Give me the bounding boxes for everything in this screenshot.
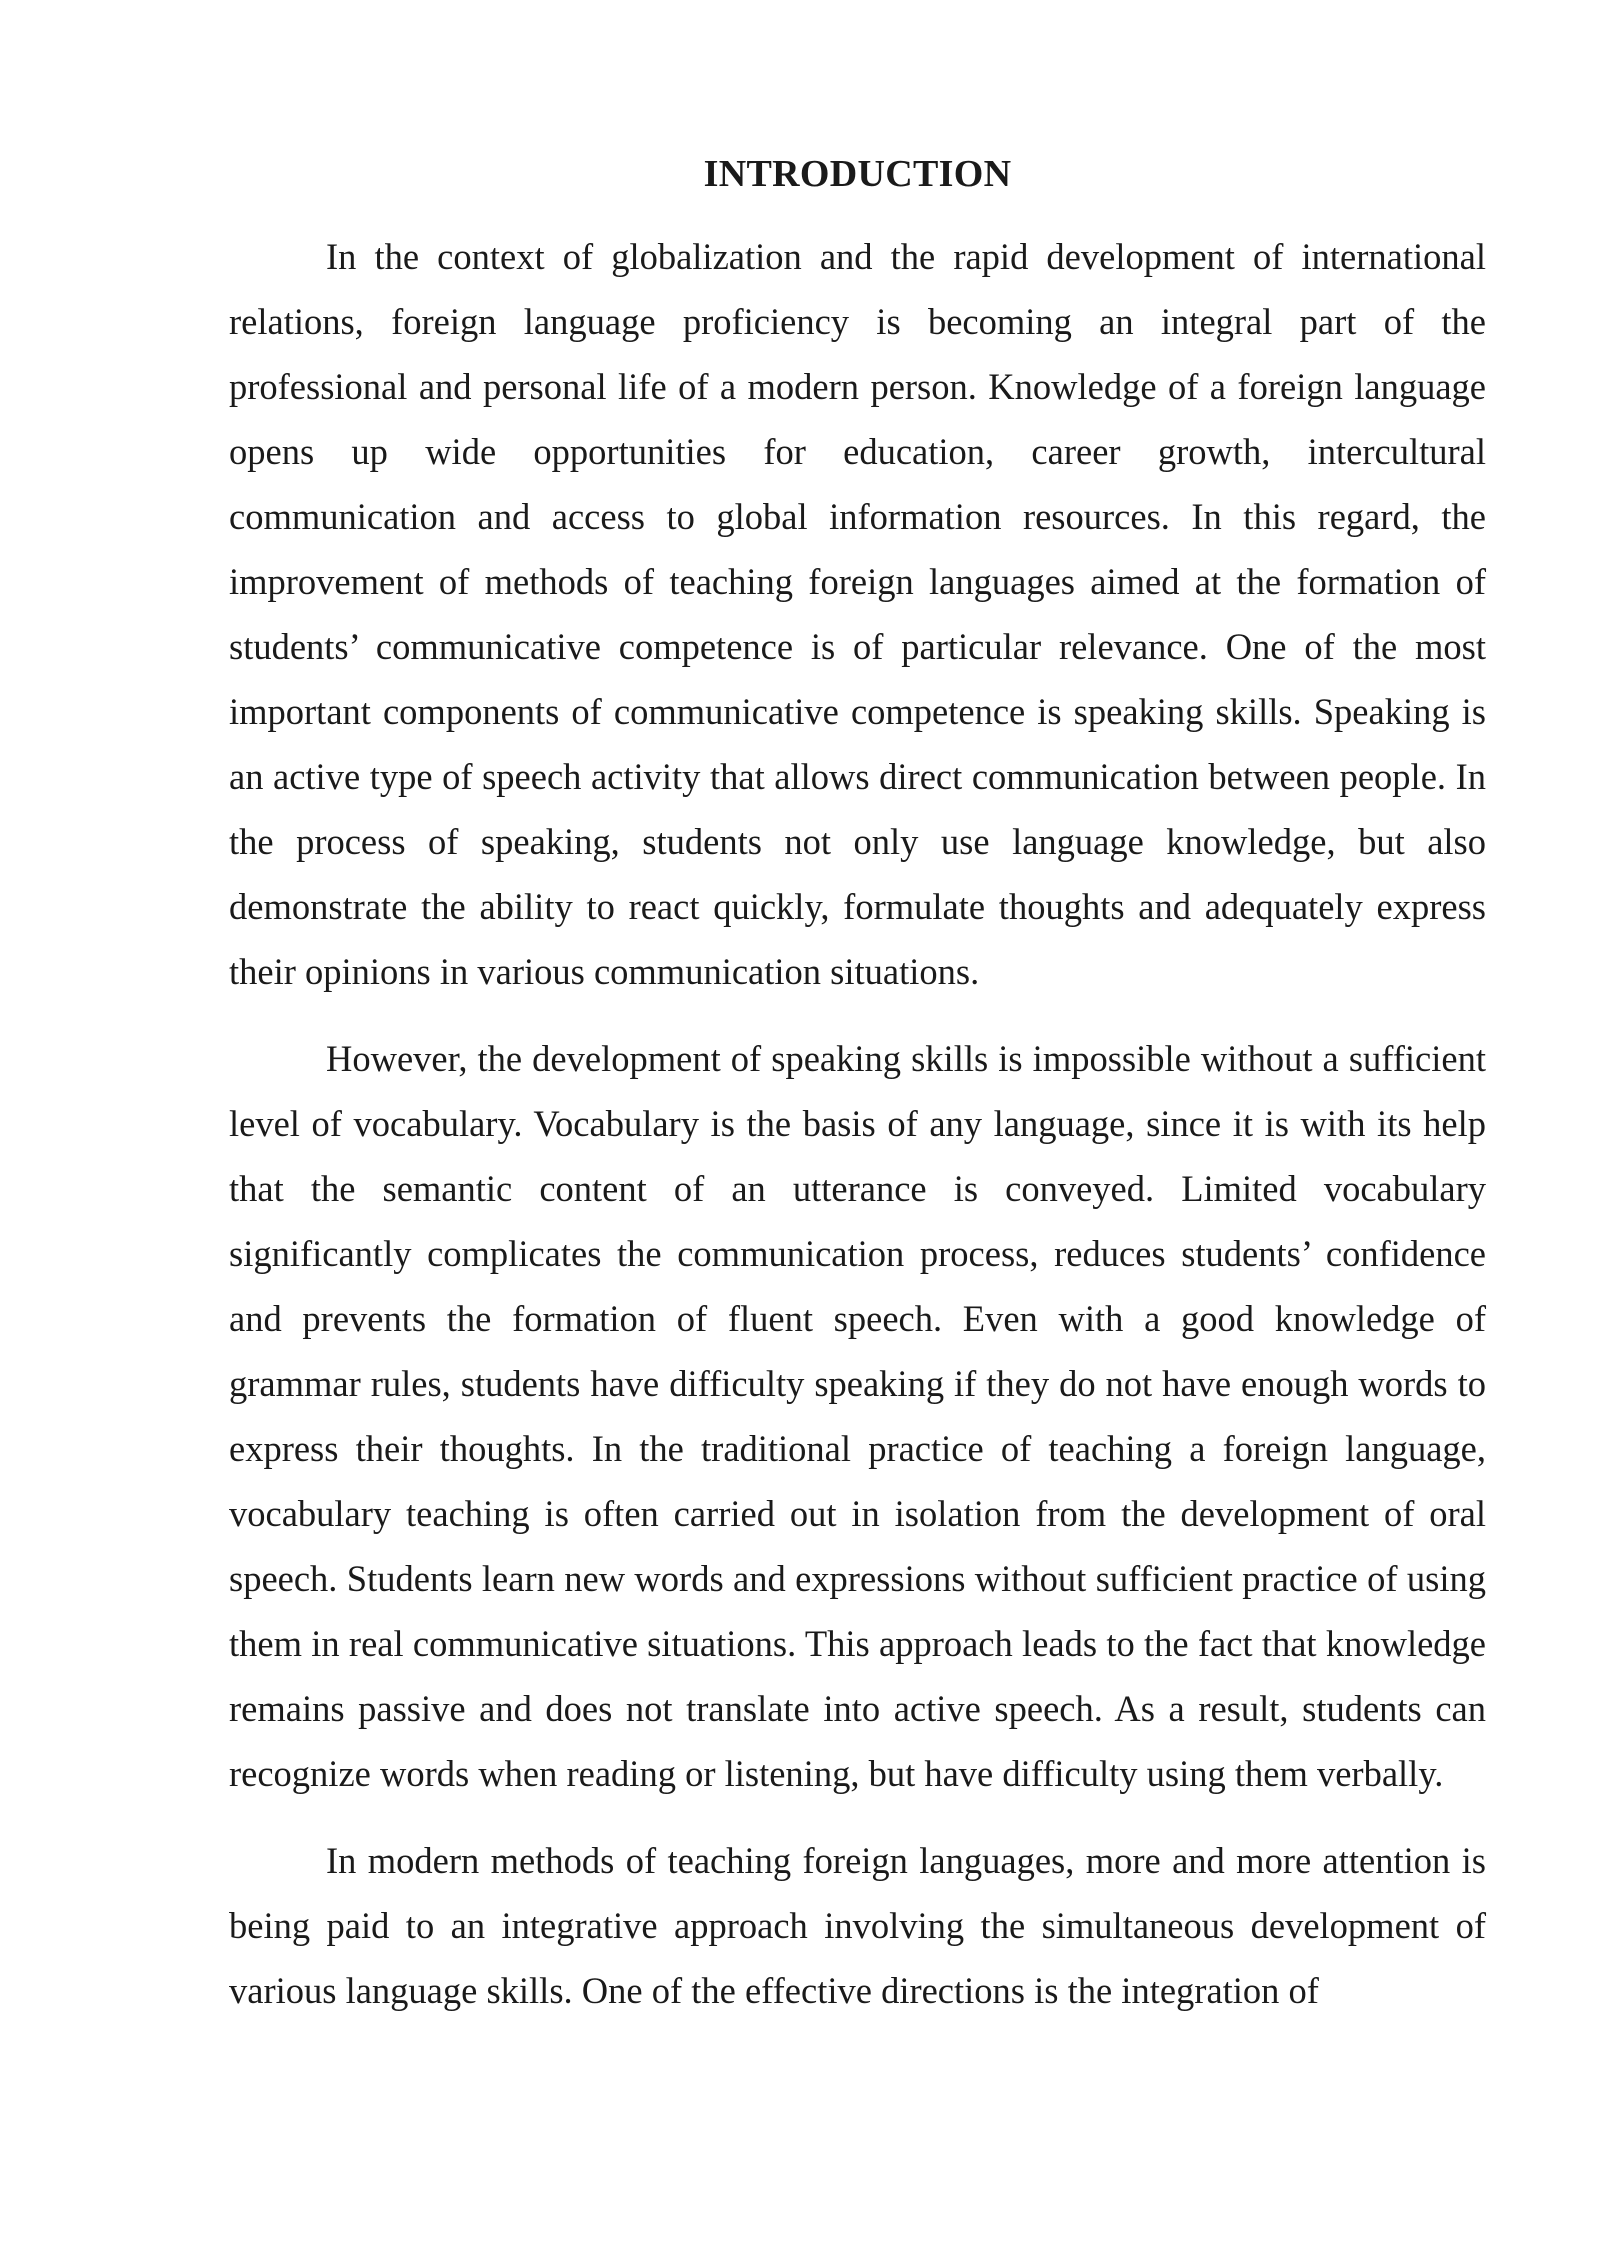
paragraph-2: However, the development of speaking skills is impossible without a sufficient level of vocabulary. Vocabulary is the basis of any language, since it is with its help that the semantic content of an utterance is conveyed. Limited vocabulary significantly complicates the communication process, reduces students’ confidence and prevents the formation of fluent speech. Even with a good knowledge of grammar rules, students have difficulty speaking if they do not have enough words to express their thoughts. In the traditional practice of teaching a foreign language, vocabulary teaching is often carried out in isolation from the development of oral speech. Students learn new words and expressions without sufficient practice of using them in real communicative situations. This approach leads to the fact that knowledge remains passive and does not translate into active speech. As a result, students can recognize words when reading or listening, but have difficulty using them verbally. xyxy=(229,1038,1486,1794)
paragraph-1: In the context of globalization and the rapid development of international relations, foreign language proficiency is becoming an integral part of the professional and personal life of a modern person. Knowledge of a foreign language opens up wide opportunities for education, career growth, intercultural communication and access to global information resources. In this regard, the improvement of methods of teaching foreign languages aimed at the formation of students’ communicative competence is of particular relevance. One of the most important components of communicative competence is speaking skills. Speaking is an active type of speech activity that allows direct communication between people. In the process of speaking, students not only use language knowledge, but also demonstrate the ability to react quickly, formulate thoughts and adequately express their opinions in various communication situations. xyxy=(229,236,1486,992)
section-heading: INTRODUCTION xyxy=(703,153,1012,195)
paragraph-3: In modern methods of teaching foreign languages, more and more attention is being paid to an integrative approach involving the simultaneous development of various language skills. One of the effective directions is the integration of xyxy=(229,1840,1486,2011)
page-content xyxy=(229,148,1486,2045)
